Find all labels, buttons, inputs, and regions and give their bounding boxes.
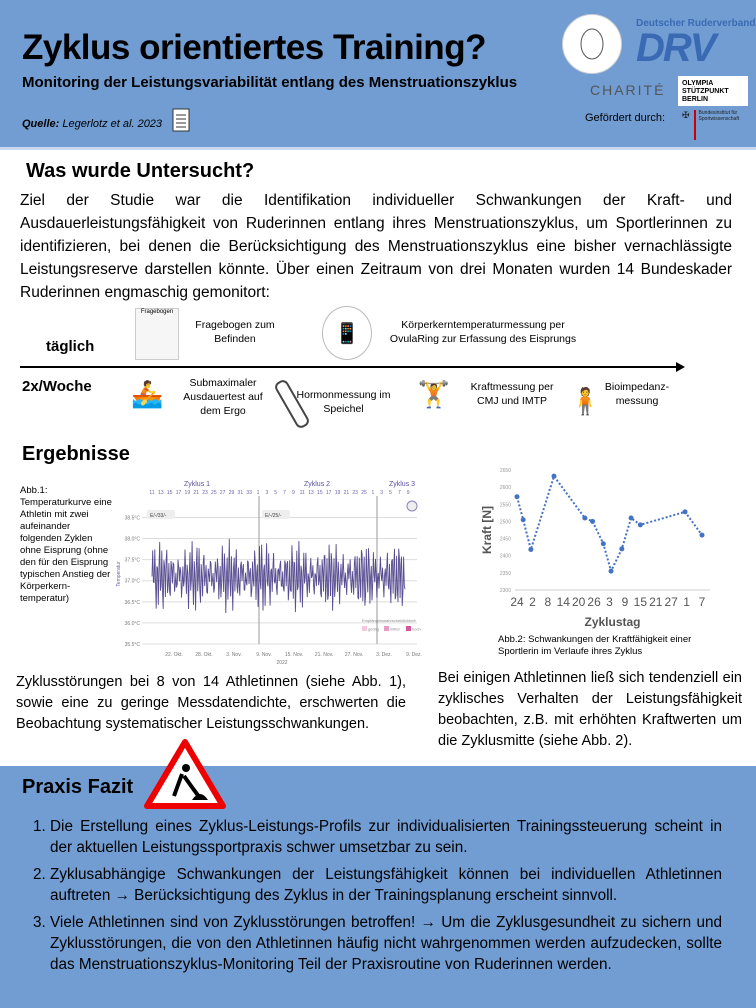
x-tick-label: 15. Nov. xyxy=(284,652,304,658)
top-tick-label: 5 xyxy=(389,490,392,496)
top-tick-label: 21 xyxy=(193,490,199,496)
x-tick-label: 3 xyxy=(606,595,613,609)
x-tick-label: 8 xyxy=(544,595,552,609)
x-tick-label: 14 xyxy=(556,595,570,609)
y-tick-label: 36.5°C xyxy=(124,599,140,606)
x-tick-label: 21 xyxy=(649,595,663,609)
y-tick-label: 37.5°C xyxy=(124,557,140,564)
cycle-label: Zyklus 1 xyxy=(183,481,211,488)
questionnaire-icon: Fragebogen xyxy=(135,308,179,360)
top-tick-label: 11 xyxy=(299,490,305,496)
top-tick-label: 13 xyxy=(308,490,314,496)
study-text: Ziel der Studie war die Identifikation individueller Schwankungen der Kraft- und Ausdauerleistungsfähigkeit von Ruderinnen entlang ihres Menstruationszyklus, um Sportlerinnen zu identifizieren, bei denen die Berücksichtigung des Menstruationszyklus eine bisher vernachlässigte Leistungsreserve darstellen könnte. Über einen Zeitraum von drei Monaten wurden 14 Bundeskader Ruderinnen engmaschig gemonitort: xyxy=(20,192,732,301)
x-tick-label: 3. Nov. xyxy=(226,652,242,658)
x-tick-label: 1 xyxy=(683,595,690,609)
data-point xyxy=(619,546,624,551)
x-tick-label: 20 xyxy=(571,595,586,609)
olympia-logo: OLYMPIA STÜTZPUNKT BERLIN xyxy=(678,76,748,106)
results-heading: Ergebnisse xyxy=(22,443,130,465)
data-point xyxy=(629,516,634,521)
y-axis-label: Temperatur xyxy=(116,561,122,587)
strength-chart xyxy=(475,460,715,632)
funded-by-label: Gefördert durch: xyxy=(585,112,666,124)
top-tick-label: 9 xyxy=(291,490,295,496)
bisp-logo: ✠ Bundesinstitut für Sportwissenschaft xyxy=(682,110,750,142)
y-tick-label: 2600 xyxy=(499,485,511,492)
y-tick-label: 2350 xyxy=(499,570,511,577)
x-tick-label: 15 xyxy=(633,595,648,609)
weekly-item-bioimpedance: Bioimpedanz-messung xyxy=(604,381,670,407)
data-point xyxy=(700,533,705,538)
data-point xyxy=(590,519,595,524)
top-tick-label: 17 xyxy=(325,490,332,496)
top-tick-label: 15 xyxy=(166,490,173,496)
top-tick-label: 31 xyxy=(237,490,244,496)
y-tick-label: 2650 xyxy=(499,468,511,474)
ovularing-phone-icon: 📱 xyxy=(322,306,372,360)
daily-item-temperature: Körperkerntemperaturmessung per OvulaRing zur Erfassung des Eisprungs xyxy=(389,319,577,345)
arrow-head-icon xyxy=(676,362,685,372)
fazit-item: 2. Zyklusabhängige Schwankungen der Leistungsfähigkeit können bei individuellen Athletinnen auftreten → Berücksichtigung des Zyklus in der Trainingsplanung erscheint sinnvoll. xyxy=(50,864,722,906)
fazit-item: 1. Die Erstellung eines Zyklus-Leistungs-Profils zur individualisierten Trainingssteuerung scheint in der aktuellen Leistungssportpraxis schwer umsetzbar zu sein. xyxy=(50,816,722,858)
header xyxy=(0,0,756,150)
data-point xyxy=(609,569,614,574)
x-tick-label: 27 xyxy=(664,595,678,609)
document-icon[interactable] xyxy=(172,108,190,132)
poster-subtitle: Monitoring der Leistungsvariabilität entlang des Menstruationszyklus xyxy=(22,74,518,91)
top-tick-label: 21 xyxy=(343,490,350,496)
results-right-text: Bei einigen Athletinnen ließ sich tendenziell ein zyklisches Verhalten der Leistungsfähigkeit beobachten, z.B. mit erhöhten Kraftwerten um die Zyklusmitte (siehe Abb. 2). xyxy=(438,670,742,749)
x-tick-label: 9 xyxy=(621,595,629,609)
data-point xyxy=(582,516,587,521)
top-tick-label: 29 xyxy=(228,490,235,496)
x-tick-label: 21. Nov. xyxy=(314,652,334,658)
top-tick-label: 1 xyxy=(371,490,375,496)
drv-logo: DRV xyxy=(636,26,715,70)
y-tick-label: 2450 xyxy=(499,536,511,543)
source xyxy=(22,118,162,130)
top-tick-label: 9 xyxy=(406,490,410,496)
x-tick-label: 9. Nov. xyxy=(256,652,272,658)
legend-title: Empfängniswahrscheinlichkeit xyxy=(362,618,416,623)
y-axis-label: Kraft [N] xyxy=(480,506,494,554)
data-point xyxy=(552,474,557,479)
top-tick-label: 27 xyxy=(219,490,226,496)
top-tick-label: 7 xyxy=(397,490,401,496)
top-tick-label: 7 xyxy=(283,490,286,496)
dumbbell-icon: 🏋 xyxy=(417,379,451,409)
top-tick-label: 33 xyxy=(246,490,252,496)
legend-label: hoch xyxy=(412,626,421,632)
x-tick-label: 28. Okt. xyxy=(195,652,213,658)
abb1-caption: Abb.1: Temperaturkurve eine Athletin mit zwei aufeinander folgenden Zyklen ohne Eisprung (ohne den für den Eisprung typischen Anstieg der Körperkern-temperatur) xyxy=(20,485,112,604)
legend-label: gering xyxy=(368,626,380,632)
y-tick-label: 35.5°C xyxy=(124,642,140,648)
y-tick-label: 2500 xyxy=(499,519,511,526)
top-tick-label: 3 xyxy=(380,490,384,496)
top-tick-label: 23 xyxy=(352,490,358,496)
strength-line xyxy=(517,476,702,571)
legend-swatch xyxy=(384,626,389,631)
body-scale-icon: 🧍 xyxy=(569,385,602,416)
drv-name: Deutscher Ruderverband xyxy=(636,18,756,29)
top-tick-label: 11 xyxy=(149,490,155,496)
top-tick-label: 25 xyxy=(211,490,217,496)
charite-logo: CHARITÉ xyxy=(590,82,666,98)
source-text: Legerlotz et al. 2023 xyxy=(62,118,163,130)
top-tick-label: 15 xyxy=(317,490,323,496)
results-left-text: Zyklusstörungen bei 8 von 14 Athletinnen (siehe Abb. 1), sowie eine zu geringe Messdatendichte, erschwerten die Beobachtung systematischer Leistungsschwankungen. xyxy=(16,674,406,732)
data-point xyxy=(683,509,688,514)
fazit-item: 3. Viele Athletinnen sind von Zyklusstörungen betroffen! → Um die Zyklusgesundheit zu sichern und Zyklusstörungen, die von den Athletinnen häufig nicht wahrgenommen werden aufzudecken, sollte das Menstruationszyklus-Monitoring Teil der Praxisroutine von Ruderinnen werden. xyxy=(50,912,722,975)
weekly-item-hormone: Hormonmessung im Speichel xyxy=(296,389,391,415)
y-tick-label: 38.5°C xyxy=(124,515,140,522)
y-tick-label: 2400 xyxy=(499,553,511,560)
top-tick-label: 17 xyxy=(175,490,182,496)
x-tick-label: 7 xyxy=(698,595,706,609)
x-tick-label: 22. Okt. xyxy=(165,652,183,658)
data-point xyxy=(601,541,606,546)
temperature-chart xyxy=(112,474,432,664)
x-tick-label: 9. Dez. xyxy=(406,652,422,658)
top-tick-label: 19 xyxy=(334,490,341,496)
construction-warning-icon xyxy=(144,738,226,810)
legend-swatch xyxy=(406,626,411,631)
x-tick-label: 27. Nov. xyxy=(344,652,364,658)
y-tick-label: 2300 xyxy=(499,588,511,594)
info-icon xyxy=(407,501,417,511)
data-point xyxy=(638,522,643,527)
timeline-arrow xyxy=(20,366,680,368)
top-tick-label: 23 xyxy=(202,490,208,496)
cycle-label: Zyklus 3 xyxy=(388,481,416,488)
study-heading: Was wurde Untersucht? xyxy=(26,160,255,182)
data-point xyxy=(515,494,520,499)
x-tick-label: 26 xyxy=(587,595,601,609)
cycle-label: Zyklus 2 xyxy=(303,481,331,488)
fazit-list xyxy=(22,816,722,981)
x-tick-label: 24 xyxy=(510,595,524,609)
daily-label: täglich xyxy=(46,338,95,355)
x-axis-label: Zyklustag xyxy=(584,615,641,629)
abb2-caption: Abb.2: Schwankungen der Kraftfähigkeit einer Sportlerin im Verlaufe ihres Zyklus xyxy=(498,634,692,657)
weekly-item-endurance: Submaximaler Ausdauertest auf dem Ergo xyxy=(183,377,263,417)
x-axis-label: 2022 xyxy=(276,660,288,664)
cycle-marker: E/-/25/- xyxy=(265,513,282,519)
weekly-label: 2x/Woche xyxy=(22,378,92,395)
top-tick-label: 13 xyxy=(158,490,164,496)
top-tick-label: 25 xyxy=(361,490,367,496)
top-tick-label: 5 xyxy=(274,490,278,496)
y-tick-label: 36.0°C xyxy=(124,620,140,627)
y-tick-label: 2550 xyxy=(499,502,511,509)
top-tick-label: 3 xyxy=(265,490,269,496)
humboldt-logo xyxy=(562,14,622,74)
data-point xyxy=(521,517,526,522)
rowing-ergometer-icon: 🚣 xyxy=(131,379,164,409)
cycle-marker: E/-/33/- xyxy=(150,513,167,519)
x-tick-label: 3. Dez. xyxy=(376,652,392,658)
source-label: Quelle: xyxy=(22,118,60,130)
y-tick-label: 37.0°C xyxy=(124,578,140,585)
data-point xyxy=(528,547,533,552)
weekly-item-strength: Kraftmessung per CMJ und IMTP xyxy=(470,381,554,407)
timeline xyxy=(0,300,756,435)
fazit-heading: Praxis Fazit xyxy=(22,776,134,798)
poster-title: Zyklus orientiertes Training? xyxy=(22,28,486,67)
x-tick-label: 2 xyxy=(529,595,536,609)
legend-label: mittel xyxy=(390,626,400,632)
legend-swatch xyxy=(362,626,367,631)
top-tick-label: 1 xyxy=(256,490,260,496)
daily-item-questionnaire: Fragebogen zum Befinden xyxy=(195,319,275,345)
y-tick-label: 38.0°C xyxy=(124,536,140,543)
fazit-section xyxy=(0,766,756,1008)
top-tick-label: 19 xyxy=(184,490,191,496)
